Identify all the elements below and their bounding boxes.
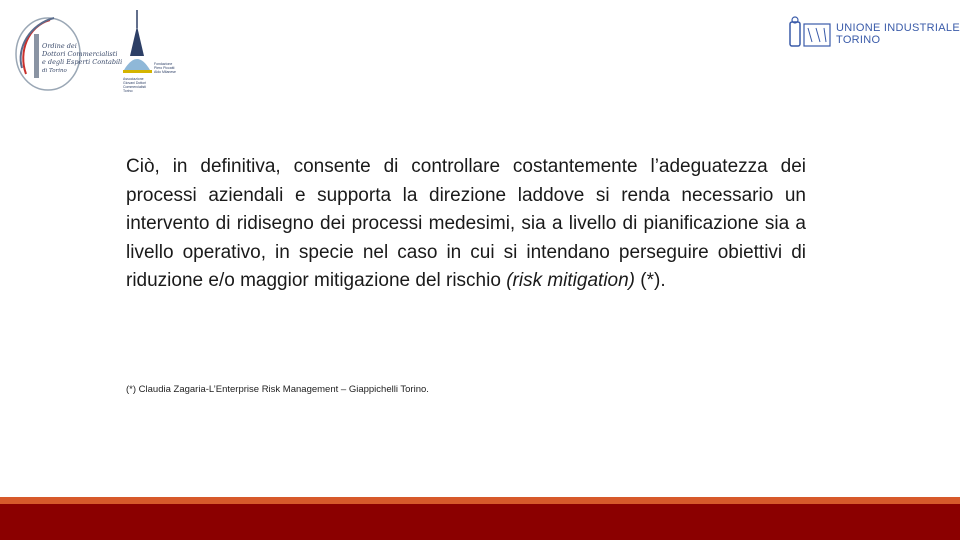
mole-line-4: Associazione — [123, 77, 144, 81]
mole-line-2: Piero Piccatti — [154, 66, 175, 70]
unione-industriale-line-1: UNIONE INDUSTRIALE — [836, 22, 960, 34]
unione-industriale-name — [836, 22, 960, 46]
footer-bar — [0, 504, 960, 540]
paragraph-main-text: Ciò, in definitiva, consente di controllare costantemente l’adeguatezza dei processi aziendali e supporta la direzione laddove si renda necessario un intervento di ridisegno dei processi medesimi, sia a livello di pianificazione sia a livello operativo, in specie nel caso in cui si intendano perseguire obiettivi di riduzione e/o maggior mitigazione del rischio — [126, 156, 806, 292]
mole-line-3: Aldo Milanese — [154, 70, 176, 74]
mole-line-1: Fondazione — [154, 62, 173, 66]
odcec-line-3: e degli Esperti Contabili — [42, 58, 123, 66]
mole-line-5: Giovani Dottori — [123, 81, 147, 85]
mole-line-6: Commercialisti — [123, 85, 146, 89]
mole-line-7: Torino — [123, 89, 133, 93]
odcec-line-4: di Torino — [42, 68, 67, 74]
odcec-logo — [10, 12, 123, 94]
odcec-line-2: Dottori Commercialisti — [42, 50, 118, 58]
footnote: (*) Claudia Zagaria-L’Enterprise Risk Management – Giappichelli Torino. — [126, 384, 429, 395]
unione-industriale-line-2: TORINO — [836, 34, 881, 46]
mole-antonelliana-logo — [118, 8, 182, 98]
paragraph-end-text: (*). — [635, 270, 666, 292]
main-paragraph — [126, 153, 806, 296]
footer-accent-bar — [0, 497, 960, 504]
paragraph-italic-text: (risk mitigation) — [506, 270, 636, 292]
odcec-line-1: Ordine dei — [42, 42, 77, 50]
